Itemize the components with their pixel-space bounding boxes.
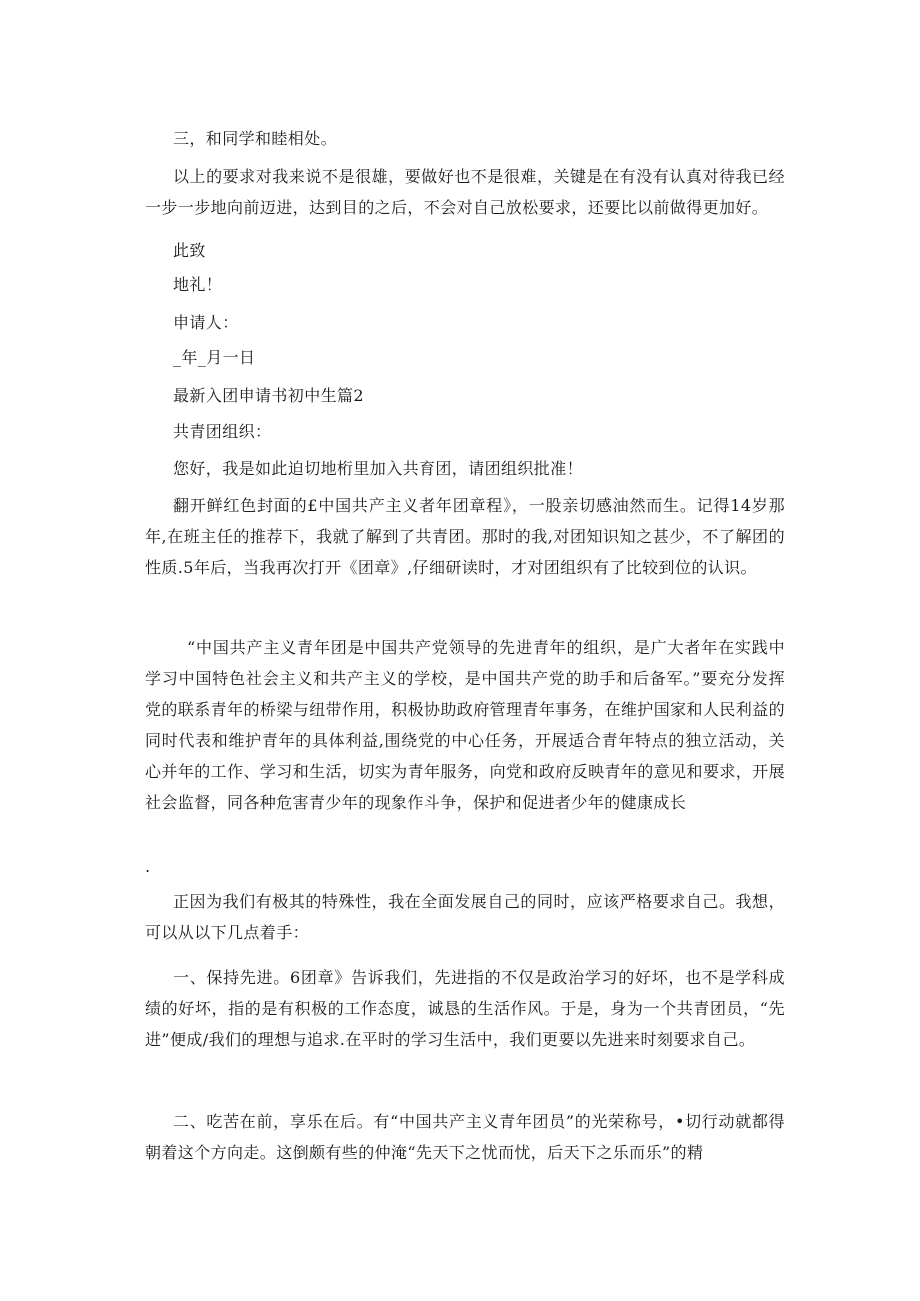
paragraph-intro: 翻开鲜红色封面的£中国共产主义者年团章程》，一股亲切感油然而生。记得14岁那年,在班主任的推荐下，我就了解到了共青团。那时的我,对团知识知之甚少，不了解团的性质.5年后，当我再次打开《团章》,仔细研读时，才对团组织有了比较到位的认识。 (145, 496, 785, 577)
paragraph-league-definition-end: . (145, 857, 151, 876)
section-title: 最新入团申请书初中生篇2 (173, 386, 364, 405)
paragraph-self-requirement: 正因为我们有极其的特殊性，我在全面发展自己的同时，应该严格要求自己。我想，可以从以下几点着手： (145, 892, 785, 942)
paragraph-hardship-first: 二、吃苦在前，享乐在后。有“中国共产主义青年团员”的光荣称号，•切行动就都得朝着这个方向走。这倒颇有些的仲淹“先天下之忧而忧，后天下之乐而乐”的精 (145, 1112, 785, 1162)
greeting: 您好，我是如此迫切地桁里加入共育团，请团组织批准！ (173, 459, 584, 478)
applicant-label: 申请人： (173, 313, 239, 332)
paragraph-requirements: 以上的要求对我来说不是很雄，要做好也不是很难，关键是在有没有认真对待我已经一步一步地向前迈进，达到目的之后，不会对自己放松要求，还要比以前做得更加好。 (145, 167, 785, 217)
paragraph-league-definition: “中国共产主义青年团是中国共产党领导的先进青年的组织，是广大者年在实践中学习中国特色社会主义和共产主义的学校，是中国共产党的助手和后备军。”要充分发挥党的联系青年的桥梁与纽带作用，积极协助政府管理青年事务，在维护国家和人民利益的同时代表和维护青年的具体利益,围绕党的中心任务，开展适合青年特点的独立活动，关心并年的工作、学习和生活，切实为青年服务，向党和政府反映青年的意见和要求，开展社会监督，同各种危害青少年的现象作斗争，保护和促进者少年的健康成长 (145, 638, 785, 812)
closing-phrase: 此致 (173, 241, 206, 260)
date-line: _年_月一日 (173, 348, 256, 367)
paragraph-stay-advanced: 一、保持先进。6团章》告诉我们，先进指的不仅是政治学习的好坏，也不是学科成绩的好坏，指的是有积极的工作态度，诚恳的生活作风。于是，身为一个共青团员，“先进”便成/我们的理想与追求.在平时的学习生活中，我们更要以先进来时刻要求自己。 (145, 968, 785, 1049)
point-three: 三，和同学和睦相处。 (173, 129, 338, 148)
addressee: 共青团组织： (173, 422, 272, 441)
salutation: 地礼！ (173, 275, 223, 294)
